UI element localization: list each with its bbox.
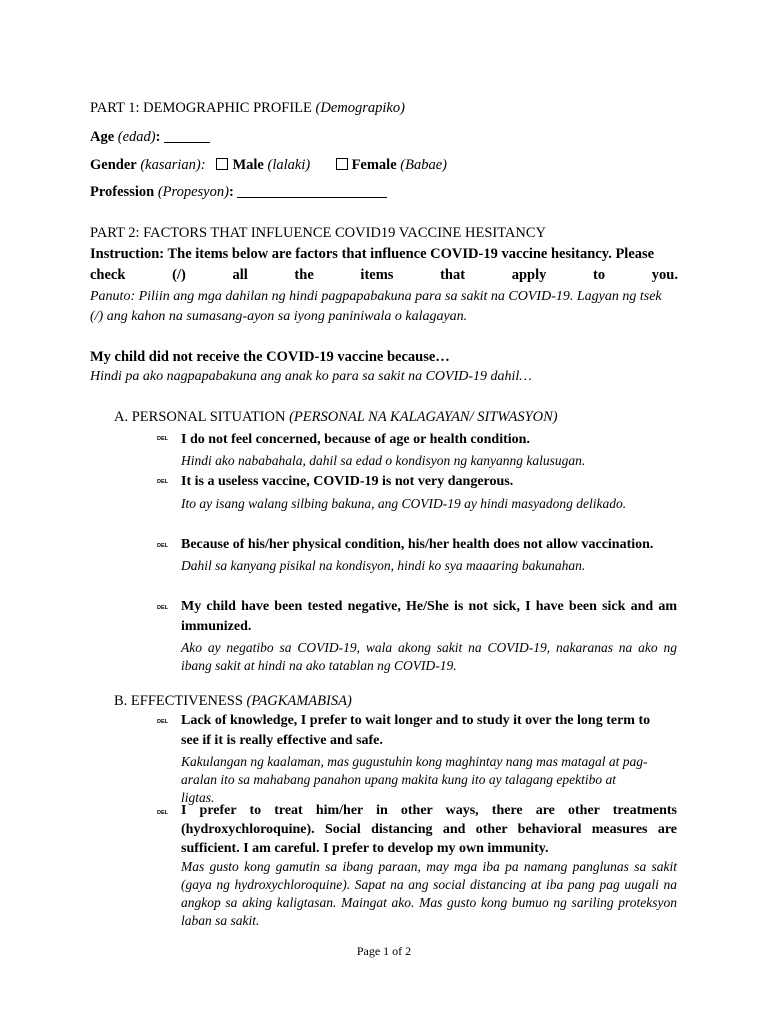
item-text-tl: Ito ay isang walang silbing bakuna, ang COVID-19 ay hindi masyadong delikado. xyxy=(181,496,627,511)
section-a-title xyxy=(114,409,558,426)
profession-field[interactable] xyxy=(237,197,387,198)
list-item xyxy=(181,711,671,807)
lead-statement-tl: Hindi pa ako nagpapabakuna ang anak ko para sa sakit na COVID-19 dahil… xyxy=(90,369,532,384)
item-text-en: Lack of knowledge, I prefer to wait longer and to study it over the long term to see if it is really effective and safe. xyxy=(181,713,651,748)
checkbox-bullet[interactable]: DEL xyxy=(157,605,168,611)
age-label: Age xyxy=(90,129,115,145)
instruction-line1: Instruction: The items below are factors that influence COVID-19 vaccine hesitancy. Please xyxy=(90,246,655,262)
list-item xyxy=(181,801,677,930)
page-number: Page 1 of 2 xyxy=(356,944,412,958)
list-item xyxy=(181,597,677,675)
section-b-title xyxy=(114,693,352,710)
part1-heading-text: PART 1: DEMOGRAPHIC PROFILE xyxy=(90,100,312,116)
part2-heading: PART 2: FACTORS THAT INFLUENCE COVID19 VACCINE HESITANCY xyxy=(90,225,546,241)
part1-heading-tl: (Demograpiko) xyxy=(315,100,405,116)
item-text-tl: Kakulangan ng kaalaman, mas gugustuhin kong maghintay nang mas matagal at pag-aralan ito sa mahabang panahon upang makita kung ito ay talagang epektibo at ligtas. xyxy=(181,754,648,805)
age-label-tl: (edad) xyxy=(117,129,156,145)
item-text-en: I prefer to treat him/her in other ways, there are other treatments (hydroxychloroquine). Social distancing and other behavioral measures are sufficient. I am careful. I prefer to develop my own immunity. xyxy=(181,803,677,856)
list-item xyxy=(181,472,641,514)
section-a-title-text: A. PERSONAL SITUATION xyxy=(114,409,286,425)
lead-statement: My child did not receive the COVID-19 vaccine because… xyxy=(90,349,450,365)
item-text-en: I do not feel concerned, because of age or health condition. xyxy=(181,432,530,447)
profession-label: Profession xyxy=(90,184,155,200)
item-text-tl: Ako ay negatibo sa COVID-19, wala akong sakit na COVID-19, nakaranas na ako ng ibang sakit at hindi na ako tatablan ng COVID-19. xyxy=(181,640,677,673)
checkbox-bullet[interactable]: DEL xyxy=(157,810,168,816)
gender-label-tl: (kasarian): xyxy=(140,157,206,173)
item-text-en: Because of his/her physical condition, his/her health does not allow vaccination. xyxy=(181,537,654,552)
item-text-tl: Mas gusto kong gamutin sa ibang paraan, may mga iba pa namang panglunas sa sakit (gaya ng hydroxychloroquine). Sapat na ang social distancing at iba pang pag uugali na angkop sa aking kaligtasan. Maingat ako. Mas gusto kong bumuo ng sariling proteksyon laban sa sakit. xyxy=(181,859,677,928)
checkbox-bullet[interactable]: DEL xyxy=(157,479,168,485)
section-b-title-tl: (PAGKAMABISA) xyxy=(246,693,352,709)
checkbox-bullet[interactable]: DEL xyxy=(157,719,168,725)
gender-row xyxy=(90,157,447,174)
age-row: Age (edad): xyxy=(90,129,210,146)
checkbox-bullet[interactable]: DEL xyxy=(157,543,168,549)
male-label-tl: (lalaki) xyxy=(267,157,311,173)
profession-label-tl: (Propesyon) xyxy=(157,184,229,200)
profession-row: Profession (Propesyon): xyxy=(90,184,387,201)
part1-heading xyxy=(90,100,405,117)
female-checkbox[interactable] xyxy=(336,158,348,170)
female-label: Female xyxy=(351,157,397,173)
list-item xyxy=(181,535,677,575)
female-label-tl: (Babae) xyxy=(400,157,447,173)
gender-label: Gender xyxy=(90,157,137,173)
item-text-en: My child have been tested negative, He/She is not sick, I have been sick and am immunized. xyxy=(181,599,677,634)
checkbox-bullet[interactable]: DEL xyxy=(157,436,168,442)
age-field[interactable] xyxy=(164,142,210,143)
section-b-title-text: B. EFFECTIVENESS xyxy=(114,693,243,709)
male-checkbox[interactable] xyxy=(216,158,228,170)
item-text-tl: Dahil sa kanyang pisikal na kondisyon, hindi ko sya maaaring bakunahan. xyxy=(181,558,586,573)
panuto-text: Panuto: Piliin ang mga dahilan ng hindi pagpapabakuna para sa sakit na COVID-19. Lagyan ng tsek (/) ang kahon na sumasang-ayon sa iyong paniniwala o kalagayan. xyxy=(90,289,662,324)
list-item xyxy=(181,430,677,470)
item-text-tl: Hindi ako nababahala, dahil sa edad o kondisyon ng kanyanng kalusugan. xyxy=(181,453,586,468)
item-text-en: It is a useless vaccine, COVID-19 is not very dangerous. xyxy=(181,474,514,489)
section-a-title-tl: (PERSONAL NA KALAGAYAN/ SITWASYON) xyxy=(289,409,558,425)
male-label: Male xyxy=(232,157,264,173)
instruction-line2: check (/) all the items that apply to you. xyxy=(90,267,678,283)
